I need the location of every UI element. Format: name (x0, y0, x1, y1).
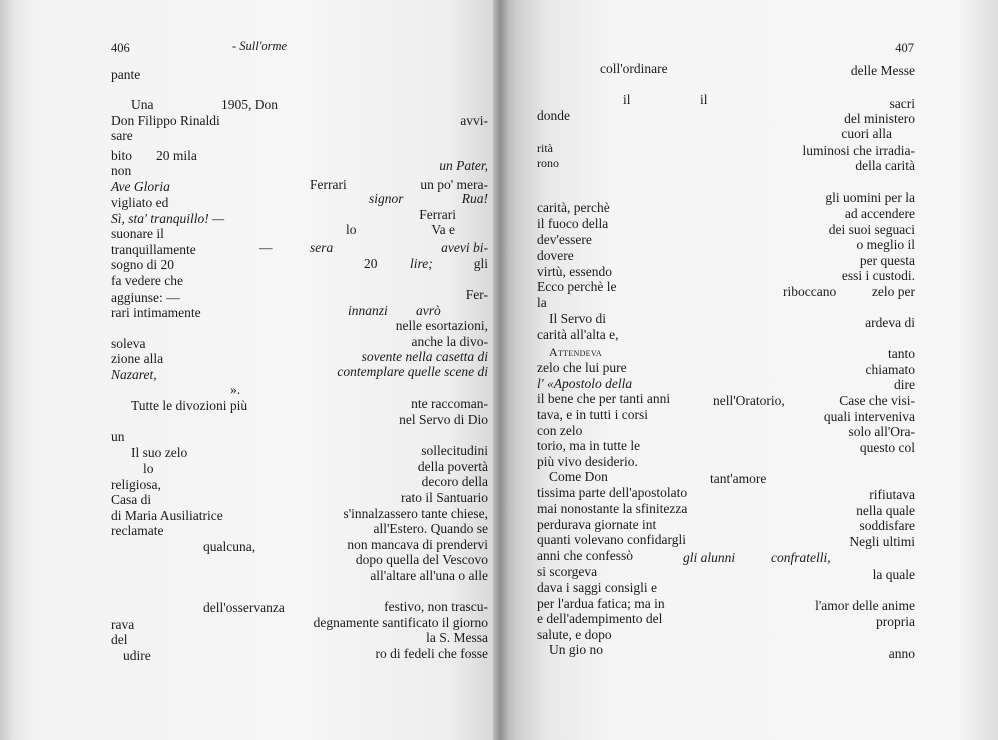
text-line: la quale (872, 567, 915, 582)
text-line: gli alunni (683, 550, 736, 565)
text-line: nte raccoman- (411, 396, 488, 411)
text-line: Un gio no (549, 642, 603, 657)
text-line: ». (230, 382, 241, 397)
text-line: Ferrari (310, 177, 347, 192)
text-line: un Pater, (439, 158, 488, 173)
text-line: suonare il (111, 226, 164, 241)
text-line: ad accendere (844, 206, 915, 221)
text-line: donde (537, 108, 570, 123)
text-line: nel Servo di Dio (399, 412, 488, 427)
text-line: dovere (537, 248, 574, 263)
text-line: gli (473, 256, 488, 271)
text-line: non (111, 163, 132, 178)
text-line: dire (894, 377, 915, 392)
text-line: con zelo (537, 423, 583, 438)
text-line: Il suo zelo (131, 445, 188, 460)
text-line: e dell'adempimento del (537, 611, 663, 626)
text-line: anni che confessò (537, 548, 633, 563)
text-line: religiosa, (111, 477, 161, 492)
text-line: nell'Oratorio, (713, 393, 785, 408)
text-line: riboccano (783, 284, 837, 299)
text-line: un (111, 429, 125, 444)
text-line: zione alla (111, 351, 164, 366)
text-line: 20 mila (156, 148, 197, 163)
text-line: Ferrari (419, 207, 456, 222)
text-line: signor (369, 191, 404, 206)
text-line: fa vedere che (111, 273, 183, 288)
text-line: avrò (416, 303, 441, 318)
text-line: Fer- (465, 287, 488, 302)
text-line: avevi bi- (441, 240, 488, 255)
text-line: un po' mera- (420, 177, 488, 192)
left-page-number: 406 (111, 41, 130, 55)
text-line: non mancava di prendervi (347, 537, 488, 552)
text-line: 1905, Don (221, 97, 278, 112)
text-line: all'Estero. Quando se (373, 521, 488, 536)
text-line: il (623, 92, 631, 107)
text-line: gli uomini per la (825, 190, 915, 205)
text-line: Case che visi- (839, 393, 915, 408)
text-line: luminosi che irradia- (802, 143, 915, 158)
text-line: rono (537, 156, 559, 170)
left-running-head: - Sull'orme (232, 39, 288, 53)
text-line: quali interveniva (823, 409, 915, 424)
text-line: l' «Apostolo della (537, 376, 633, 391)
text-line: solo all'Ora- (848, 424, 915, 439)
text-line: sacri (889, 96, 915, 111)
text-line: Come Don (549, 469, 608, 484)
text-line: Nazaret, (111, 367, 157, 382)
text-line: zelo per (871, 284, 915, 299)
text-line: Attendeva (549, 345, 602, 359)
text-line: propria (876, 614, 915, 629)
text-line: della povertà (417, 459, 488, 474)
text-line: dev'essere (537, 232, 592, 247)
text-line: reclamate (111, 523, 164, 538)
text-line: qualcuna, (203, 539, 256, 554)
text-line: la (537, 295, 547, 310)
text-line: dopo quella del Vescovo (355, 552, 488, 567)
text-line: per questa (859, 253, 915, 268)
text-line: pante (111, 67, 141, 82)
text-line: rato il Santuario (401, 490, 488, 505)
text-line: rità (537, 141, 553, 155)
text-line: più vivo desiderio. (537, 454, 638, 469)
text-line: rava (111, 617, 135, 632)
text-line: tanto (888, 346, 915, 361)
text-line: il (700, 92, 708, 107)
text-line: Sì, sta' tranquillo! — (111, 211, 225, 226)
text-line: ro di fedeli che fosse (375, 646, 488, 661)
text-line: essi i custodi. (841, 268, 915, 283)
text-line: quanti volevano confidargli (537, 532, 686, 547)
text-line: delle Messe (850, 63, 915, 78)
text-line: la S. Messa (426, 630, 488, 645)
text-line: sollecitudini (421, 443, 488, 458)
text-line: tranquillamente (111, 242, 196, 257)
text-line: confratelli, (771, 550, 831, 565)
text-line: soddisfare (859, 518, 915, 533)
text-line: anche la divo- (411, 334, 488, 349)
text-line: decoro della (421, 474, 488, 489)
text-line: bito (111, 148, 133, 163)
text-line: Il Servo di (549, 311, 606, 326)
text-line: Don Filippo Rinaldi (111, 113, 220, 128)
text-line: torio, ma in tutte le (537, 438, 641, 453)
text-line: mai nonostante la sfinitezza (537, 501, 688, 516)
text-line: rari intimamente (111, 305, 201, 320)
text-line: dei suoi seguaci (828, 222, 915, 237)
text-line: dell'osservanza (203, 600, 285, 615)
text-line: sera (310, 240, 334, 255)
text-line: Rua! (461, 191, 488, 206)
text-line: 20 (364, 256, 378, 271)
text-line: Negli ultimi (849, 534, 915, 549)
text-line: il fuoco della (537, 216, 609, 231)
text-line: tant'amore (710, 471, 767, 486)
text-line: soleva (111, 336, 146, 351)
text-line: coll'ordinare (600, 61, 668, 76)
text-line: ardeva di (865, 315, 915, 330)
text-line: o meglio il (856, 237, 915, 252)
text-line: Una (131, 97, 154, 112)
text-line: Ecco perchè le (537, 279, 617, 294)
text-line: avvi- (460, 113, 488, 128)
text-line: si scorgeva (537, 564, 598, 579)
text-line: perdurava giornate int (537, 517, 657, 532)
text-line: di Maria Ausiliatrice (111, 508, 223, 523)
text-line: del (111, 632, 128, 647)
text-line: udire (123, 648, 151, 663)
text-line: dava i saggi consigli e (537, 580, 657, 595)
text-line: sare (111, 128, 133, 143)
text-line: all'altare all'una o alle (370, 568, 488, 583)
text-line: anno (888, 646, 915, 661)
text-line: l'amor delle anime (815, 598, 915, 613)
text-line: contemplare quelle scene di (337, 364, 488, 379)
text-line: per l'ardua fatica; ma in (537, 596, 665, 611)
text-line: carità all'alta e, (537, 327, 619, 342)
text-line: zelo che lui pure (537, 360, 627, 375)
text-line: s'innalzassero tante chiese, (343, 506, 488, 521)
text-line: — (259, 240, 273, 255)
text-line: vigliato ed (111, 195, 169, 210)
text-line: lire; (410, 256, 433, 271)
text-line: festivo, non trascu- (384, 599, 488, 614)
text-line: Casa di (111, 492, 152, 507)
text-line: lo (346, 222, 357, 237)
text-line: lo (143, 461, 154, 476)
text-line: Tutte le divozioni più (131, 398, 248, 413)
text-line: nelle esortazioni, (395, 318, 488, 333)
text-line: salute, e dopo (537, 627, 612, 642)
text-line: Va e (431, 222, 455, 237)
text-line: della carità (855, 158, 915, 173)
text-line: innanzi (348, 303, 388, 318)
right-page-number: 407 (895, 41, 914, 55)
book-gutter (493, 0, 507, 740)
text-line: nella quale (856, 503, 915, 518)
text-line: il bene che per tanti anni (537, 391, 671, 406)
right-page (500, 0, 998, 740)
text-line: chiamato (865, 362, 915, 377)
text-line: questo col (859, 440, 915, 455)
text-line: Ave Gloria (111, 179, 170, 194)
text-line: sogno di 20 (111, 257, 175, 272)
text-line: sovente nella casetta di (361, 349, 488, 364)
text-line: tissima parte dell'apostolato (537, 485, 688, 500)
text-line: tava, e in tutti i corsi (537, 407, 648, 422)
text-line: carità, perchè (537, 200, 610, 215)
text-line: del ministero (844, 111, 915, 126)
text-line: degnamente santificato il giorno (313, 615, 488, 630)
text-line: rifiutava (869, 487, 915, 502)
text-line: aggiunse: — (111, 290, 180, 305)
text-line: cuori alla (841, 126, 892, 141)
text-line: virtù, essendo (537, 264, 612, 279)
